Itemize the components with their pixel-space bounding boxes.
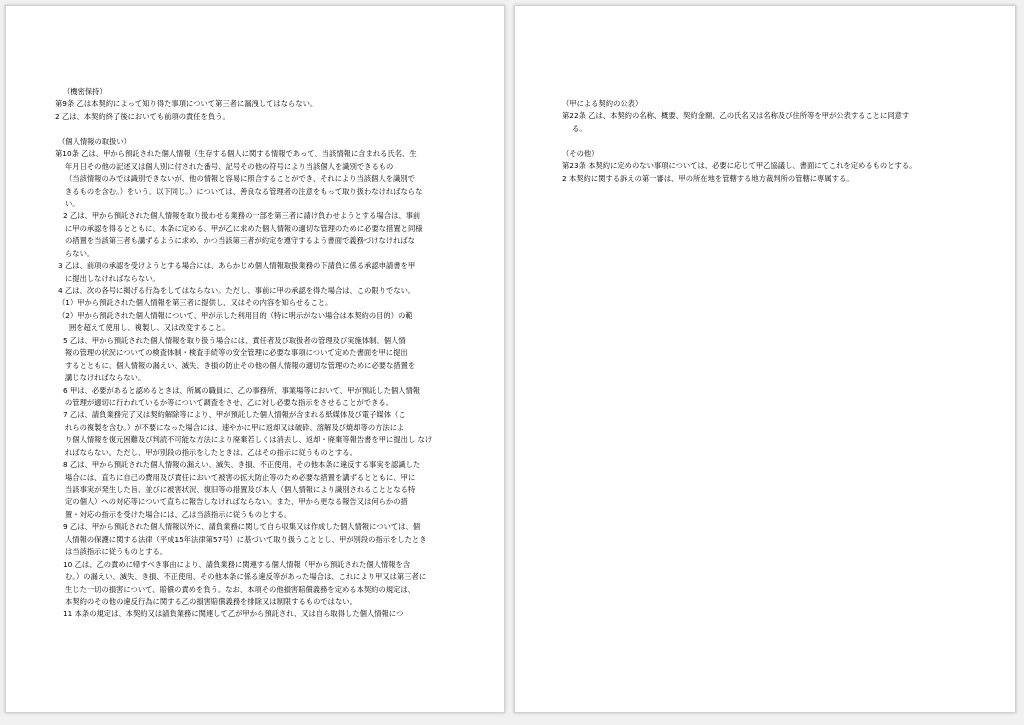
para-7-line: ればならない。ただし、甲が別段の指示をしたときは、乙はその指示に従うものとする。 — [65, 447, 357, 457]
para-2-line: の措置を当該第三者も講ずるように求め、かつ当該第三者が約定を遵守するよう書面で義務づけなければな — [65, 236, 415, 246]
para-4-item-2: （2）甲から預託された個人情報について、甲が示した利用目的（特に明示がない場合は本契約の目的）の範 — [58, 310, 413, 320]
para-5-line: 5 乙は、甲から預託された個人情報を取り扱う場合には、責任者及び取扱者の管理及び実施体制、個人情 — [63, 335, 406, 345]
article-10-line: 第10条 乙は、甲から預託された個人情報（生存する個人に関する情報であって、当該情報に含まれる氏名、生 — [55, 149, 417, 159]
para-9-line: は当該指示に従うものとする。 — [65, 547, 168, 557]
para-8-line: 8 乙は、甲から預託された個人情報の漏えい、滅失、き損、不正使用、その他本条に違反する事実を認識した — [63, 460, 421, 470]
article-10-line: （当該情報のみでは識別できないが、他の情報と容易に照合することができ、それにより当該個人を識別で — [65, 174, 415, 184]
para-8-line: 当該事実が発生した旨、並びに被害状況、復旧等の措置及び本人（個人情報により識別されることとなる特 — [65, 485, 416, 494]
document-page-1 — [5, 5, 505, 713]
para-3-line: に提出しなければならない。 — [65, 273, 160, 283]
article-23-para-2: 2 本契約に関する訴えの第一審は、甲の所在地を管轄する地方裁判所の管轄に専属する。 — [562, 173, 854, 183]
para-7-line: 7 乙は、請負業務完了又は契約解除等により、甲が預託した個人情報が含まれる紙媒体及び電子媒体（こ — [63, 410, 406, 420]
section-heading-publication: （甲による契約の公表） — [562, 99, 643, 108]
para-5-line: するとともに、個人情報の漏えい、滅失、き損の防止その他の個人情報の適切な管理のために必要な措置を — [65, 360, 416, 370]
page-2-text — [562, 98, 916, 185]
section-heading-personal-info: （個人情報の取扱い） — [58, 136, 131, 146]
article-23-line: 第23条 本契約に定めのない事項については、必要に応じて甲乙協議し、書面にてこれを定めるものとする。 — [562, 161, 917, 171]
article-9-line: 第9条 乙は本契約によって知り得た事項について第三者に漏洩してはならない。 — [55, 99, 318, 109]
para-5-line: 講じなければならない。 — [65, 373, 146, 383]
para-4-line: 4 乙は、次の各号に掲げる行為をしてはならない。ただし、事前に甲の承認を得た場合は、この限りでない。 — [58, 286, 416, 295]
para-8-line: 定の個人）への対応等について直ちに報告しなければならない。また、甲から更なる報告又は何らかの措 — [65, 497, 408, 507]
para-3-line: 3 乙は、前項の承認を受けようとする場合には、あらかじめ個人情報取扱業務の下請負に係る承認申請書を甲 — [58, 261, 416, 271]
para-2-line: 2 乙は、甲から預託された個人情報を取り扱わせる業務の一部を第三者に請け負わせようとする場合は、事前 — [63, 211, 421, 221]
para-5-line: 報の管理の状況についての検査体制・検査手続等の安全管理に必要な事項について定めた書面を甲に提出 — [65, 348, 408, 358]
para-9-line: 9 乙は、甲から預託された個人情報以外に、請負業務に関して自ら収集又は作成した個人情報については、個 — [63, 522, 421, 532]
article-10-line: きるものを含む。）をいう。以下同じ。）については、善良なる管理者の注意をもって取り扱わなければならな — [65, 186, 423, 196]
spacer — [562, 135, 916, 147]
para-7-line: れらの複製を含む。）が不要になった場合には、速やかに甲に返却又は破砕、溶解及び焼却等の方法によ — [65, 422, 405, 432]
para-4-item-2: 囲を超えて使用し、複製し、又は改変すること。 — [69, 323, 230, 333]
para-2-line: らない。 — [65, 248, 95, 258]
para-4-item-1: （1）甲から預託された個人情報を第三者に提供し、又はその内容を知らせること。 — [58, 298, 333, 308]
para-6-line: の管理が適切に行われているか等について調査をさせ、乙に対し必要な指示をさせることができる。 — [65, 397, 393, 407]
section-heading-confidentiality: （機密保持） — [63, 87, 107, 96]
para-8-line: 置・対応の指示を受けた場合には、乙は当該指示に従うものとする。 — [65, 509, 292, 519]
para-11-line: 11 本条の規定は、本契約又は請負業務に関連して乙が甲から預託され、又は自ら取得した個人情報につ — [63, 609, 404, 619]
page-1-text — [55, 86, 432, 621]
para-2-line: に甲の承認を得るとともに、本条に定める、甲が乙に求めた個人情報の適切な管理のために必要な措置と同様 — [65, 223, 423, 233]
para-10-line: む。）の漏えい、滅失、き損、不正使用、その他本条に係る違反等があった場合は、これにより甲又は第三者に — [65, 572, 427, 582]
section-heading-other: （その他） — [562, 148, 599, 158]
article-22-line: る。 — [572, 123, 587, 133]
para-10-line: 生じた一切の損害について、賠償の責めを負う。なお、本項その他損害賠償義務を定める本契約の規定は、 — [65, 584, 415, 594]
document-page-2 — [514, 5, 1016, 713]
para-9-line: 人情報の保護に関する法律（平成15年法律第57号）に基づいて取り扱うこととし、甲が別段の指示をしたとき — [65, 534, 427, 544]
article-22-line: 第22条 乙は、本契約の名称、概要、契約金額、乙の氏名又は名称及び住所等を甲が公表することに同意す — [562, 111, 910, 121]
para-7-line: り個人情報を復元困難及び判読不可能な方法により廃棄若しくは消去し、返却・廃棄等報告書を甲に提出し なけ — [65, 435, 433, 445]
para-8-line: 場合には、直ちに自己の費用及び責任において被害の拡大防止等のため必要な措置を講ずるとともに、甲に — [65, 472, 416, 482]
article-9-para-2: 2 乙は、本契約終了後においても前項の責任を負う。 — [55, 111, 230, 121]
para-6-line: 6 甲は、必要があると認めるときは、所属の職員に、乙の事務所、事業場等において、甲が預託した個人情報 — [63, 385, 421, 395]
para-10-line: 10 乙は、乙の責めに帰すべき事由により、請負業務に関連する個人情報（甲から預託された個人情報を含 — [63, 559, 411, 569]
spacer — [55, 123, 432, 135]
article-10-line: い。 — [65, 198, 80, 208]
para-10-line: 本契約のその他の違反行為に関する乙の損害賠償義務を排除又は制限するものではない。 — [65, 596, 357, 606]
article-10-line: 年月日その他の記述又は個人別に付された番号、記号その他の符号により当該個人を識別できるもの — [65, 161, 394, 171]
